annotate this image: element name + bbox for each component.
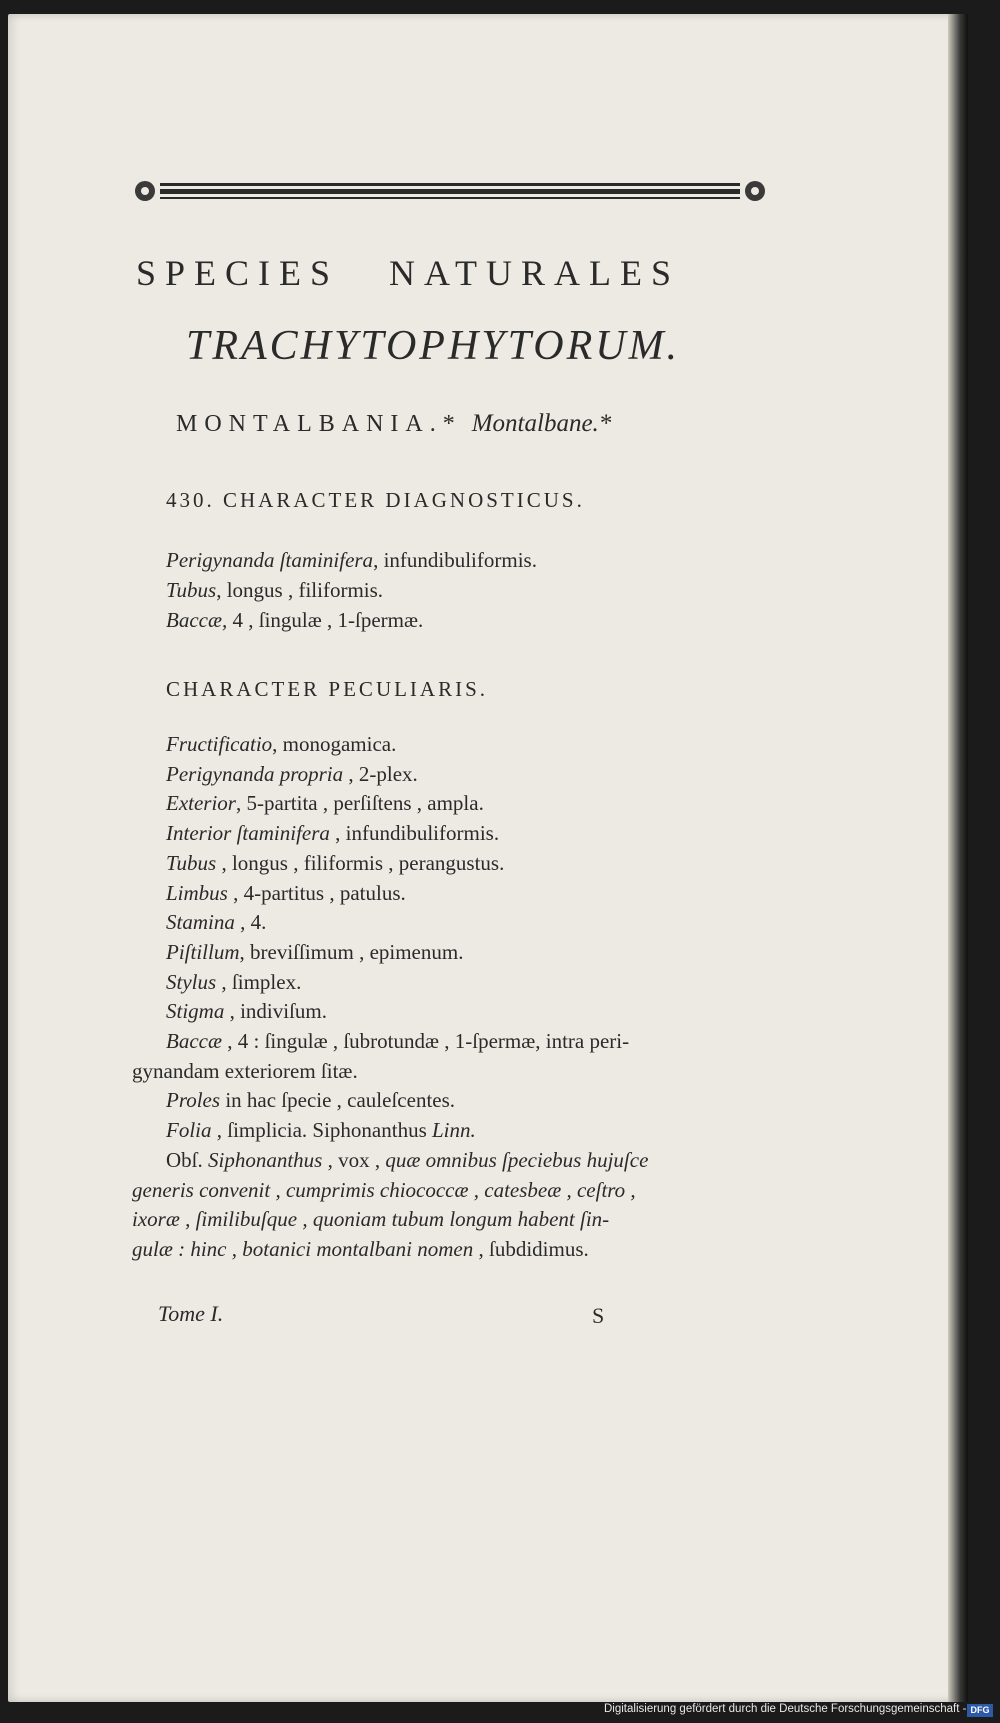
title-word-1: SPECIES	[136, 253, 340, 293]
text-line	[166, 1088, 455, 1113]
roman-text: , monogamica.	[272, 732, 397, 756]
genus-latin: MONTALBANIA.*	[176, 411, 462, 437]
italic-text: Limbus	[166, 880, 228, 905]
italic-text: Stylus	[166, 969, 217, 994]
text-line	[132, 1207, 609, 1232]
roman-text: , 4.	[234, 910, 267, 935]
italic-text: Baccæ,	[166, 608, 228, 632]
header-ornament-rule	[132, 178, 768, 204]
italic-text: Siphonanthus	[208, 1147, 323, 1172]
roman-text: , ſubdidimus.	[473, 1236, 589, 1261]
text-line	[166, 548, 537, 573]
roman-text: 4 , ſingulæ , 1-ſpermæ.	[227, 608, 424, 632]
roman-text: , longus , filiformis , perangustus.	[216, 850, 505, 875]
text-line	[166, 608, 423, 633]
digitization-credit: Digitalisierung gefördert durch die Deutsche Forschungsgemeinschaft -	[604, 1703, 967, 1715]
roman-text: , 4 : ſingulæ , ſubrotundæ , 1-ſpermæ, intra peri-	[221, 1029, 630, 1053]
text-line	[166, 578, 383, 603]
text-line	[132, 1178, 636, 1203]
genus-line	[176, 410, 611, 438]
text-line	[132, 1237, 589, 1262]
title-line-1	[136, 252, 680, 294]
roman-text: gynandam exteriorem ſitæ.	[132, 1058, 358, 1083]
italic-text: Proles	[166, 1088, 221, 1113]
italic-text: Stamina	[166, 910, 235, 935]
italic-text: quæ omnibus ſpeciebus hujuſce	[385, 1147, 649, 1172]
italic-text: Baccæ	[166, 1029, 222, 1053]
dfg-logo: DFG	[967, 1704, 993, 1717]
text-line	[166, 999, 327, 1024]
italic-text: ixoræ , ſimilibuſque , quoniam tubum longum habent ſin-	[132, 1207, 610, 1232]
roman-text: , 5-partita , perſiſtens , ampla.	[235, 791, 484, 816]
roman-text: in hac ſpecie , cauleſcentes.	[220, 1088, 456, 1113]
italic-text: Linn.	[432, 1118, 476, 1143]
text-line	[166, 791, 484, 816]
roman-text: , breviſſimum , epimenum.	[239, 939, 464, 964]
text-line	[166, 881, 406, 906]
text-line	[166, 1029, 629, 1054]
roman-text: , infundibuliformis.	[373, 548, 537, 572]
roman-text: , vox ,	[322, 1147, 386, 1172]
text-line	[166, 940, 463, 965]
italic-text: gulæ : hinc , botanici montalbani nomen	[132, 1236, 474, 1261]
text-line	[166, 762, 418, 787]
italic-text: Stigma	[166, 999, 225, 1024]
text-line	[166, 851, 504, 876]
italic-text: Interior ſtaminifera	[166, 821, 330, 846]
text-line	[132, 1059, 358, 1084]
signature-mark: S	[592, 1303, 605, 1328]
italic-text: Tubus	[166, 578, 217, 602]
footer-volume: Tome I.	[158, 1301, 224, 1326]
roman-text: , ſimplex.	[216, 969, 302, 994]
roman-text: , indiviſum.	[224, 999, 328, 1024]
heading-peculiaris: CHARACTER PECULIARIS.	[166, 677, 489, 701]
text-line	[166, 1118, 476, 1143]
book-page	[8, 14, 968, 1702]
italic-text: Exterior	[166, 791, 236, 816]
roman-text: , longus , filiformis.	[216, 578, 384, 602]
title-word-2: NATURALES	[389, 253, 681, 293]
title-line-2: TRACHYTOPHYTORUM.	[186, 323, 681, 369]
italic-text: generis convenit , cumprimis chiococcæ , catesbeæ , ceſtro ,	[132, 1177, 636, 1202]
page-edge	[948, 14, 968, 1702]
text-line	[166, 970, 301, 995]
roman-text: , 4-partitus , patulus.	[227, 880, 406, 905]
italic-text: Perigynanda propria	[166, 761, 344, 786]
roman-text: , infundibuliformis.	[329, 821, 500, 846]
roman-text: , ſimplicia. Siphonanthus	[211, 1118, 432, 1143]
genus-french: Montalbane.*	[471, 410, 612, 437]
italic-text: Folia	[166, 1118, 212, 1143]
heading-diagnosticus: 430. CHARACTER DIAGNOSTICUS.	[166, 488, 585, 512]
roman-text: , 2-plex.	[343, 761, 418, 786]
italic-text: Tubus	[166, 850, 217, 875]
text-line	[166, 732, 396, 757]
roman-text: Obſ.	[166, 1147, 208, 1172]
text-line	[166, 821, 499, 846]
text-line	[166, 1148, 648, 1173]
italic-text: Perigynanda ſtaminifera	[166, 548, 374, 572]
italic-text: Piſtillum	[166, 939, 240, 964]
italic-text: Fructificatio	[166, 732, 273, 756]
text-line	[166, 910, 266, 935]
